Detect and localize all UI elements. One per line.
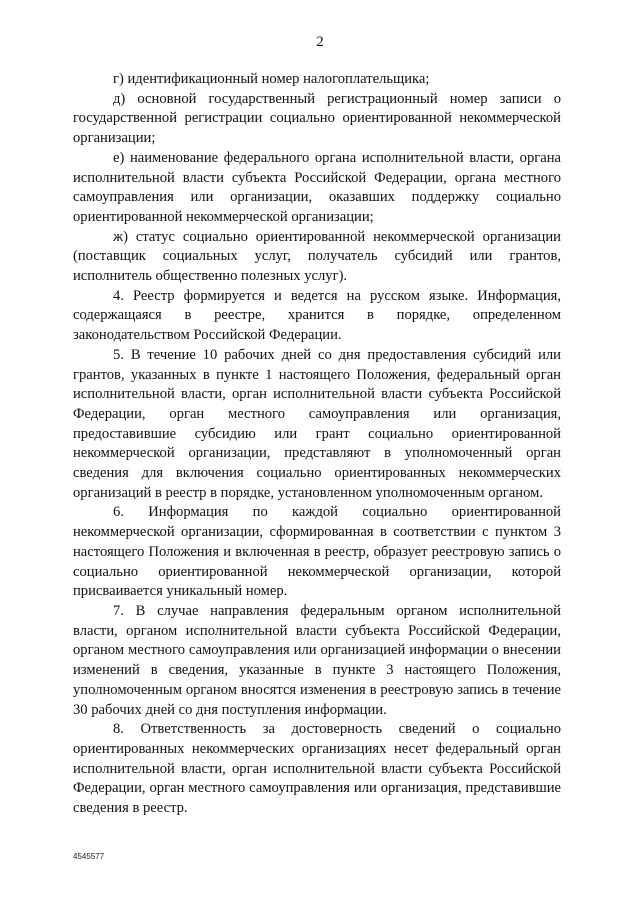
paragraph-item-g: г) идентификационный номер налогоплательщика; (113, 71, 430, 87)
paragraph-item-d: д) основной государственный регистрационный номер записи о государственной регистрации социально ориентированной некоммерческой организации; (73, 90, 561, 147)
paragraph-clause-6: 6. Информация по каждой социально ориентированной некоммерческой организации, сформированная в соответствии с пунктом 3 настоящего Положения и включенная в реестр, образует реестровую запись о социально ориентированной некоммерческой организации, которой присваивается уникальный номер. (73, 504, 561, 600)
document-body (73, 70, 561, 819)
paragraph-clause-4: 4. Реестр формируется и ведется на русском языке. Информация, содержащаяся в реестре, хранится в порядке, определенном законодательством Российской Федерации. (73, 287, 561, 344)
paragraph-clause-5: 5. В течение 10 рабочих дней со дня предоставления субсидий или грантов, указанных в пункте 1 настоящего Положения, федеральный орган исполнительной власти, орган исполнительной власти субъекта Российской Федерации, орган местного самоуправления или организация, предоставившие субсидию или грант социально ориентированной некоммерческой организации, представляют в уполномоченный орган сведения для включения социально ориентированных некоммерческих организаций в реестр в порядке, установленном уполномоченным органом. (73, 346, 561, 501)
paragraph-item-e: е) наименование федерального органа исполнительной власти, органа исполнительной власти субъекта Российской Федерации, органа местного самоуправления или организации, оказавших поддержку социально ориентированной некоммерческой организации; (73, 149, 561, 225)
paragraph-item-zh: ж) статус социально ориентированной некоммерческой организации (поставщик социальных услуг, получатель субсидий или грантов, исполнитель общественно полезных услуг). (73, 228, 561, 285)
paragraph-clause-7: 7. В случае направления федеральным органом исполнительной власти, органом исполнительной власти субъекта Российской Федерации, органом местного самоуправления или организацией информации о внесении изменений в сведения, указанные в пункте 3 настоящего Положения, уполномоченным органом вносятся изменения в реестровую запись в течение 30 рабочих дней со дня поступления информации. (73, 602, 561, 718)
page-number: 2 (316, 34, 324, 50)
paragraph-clause-8: 8. Ответственность за достоверность сведений о социально ориентированных некоммерческих организациях несет федеральный орган исполнительной власти, орган исполнительной власти субъекта Российской Федерации, орган местного самоуправления или организация, представившие сведения в реестр. (73, 721, 561, 817)
document-code: 4545577 (73, 852, 105, 861)
